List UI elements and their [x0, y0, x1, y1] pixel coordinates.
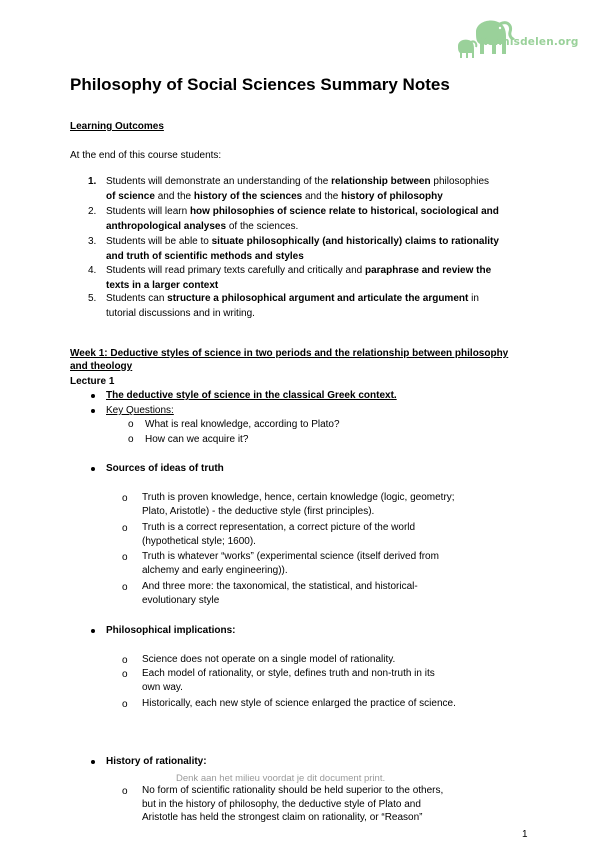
implication-item-line: Each model of rationality, or style, defines truth and non-truth in its: [142, 668, 435, 679]
learning-outcomes-intro: At the end of this course students:: [70, 150, 222, 161]
bullet-key-questions: Key Questions:: [106, 405, 174, 416]
outcome-number: 2.: [88, 206, 97, 217]
outcome-text-line: [106, 205, 499, 218]
outcome-text-segment: and the: [154, 190, 194, 202]
outcome-number: 3.: [88, 236, 97, 247]
outcome-text-segment: tutorial discussions and in writing.: [106, 307, 255, 319]
outcome-text-segment: and the: [302, 190, 342, 202]
learning-outcomes-heading: Learning Outcomes: [70, 121, 164, 132]
source-item-line: Plato, Aristotle) - the deductive style (first principles).: [142, 505, 375, 517]
bullet-dot: [91, 629, 95, 633]
outcome-text-segment: situate philosophically (and historically) claims to rationality: [211, 236, 499, 247]
question-item: What is real knowledge, according to Plato?: [145, 419, 340, 430]
outcome-text-segment: and truth of scientific methods and styles: [106, 250, 304, 262]
implication-item-line: Science does not operate on a single model of rationality.: [142, 654, 396, 665]
bullet-deductive-style: The deductive style of science in the classical Greek context.: [106, 390, 397, 401]
week1-heading-line1: Week 1: Deductive styles of science in two periods and the relationship between philosophy: [70, 348, 509, 359]
circle-bullet-icon: o: [122, 552, 128, 563]
question-item: How can we acquire it?: [145, 434, 249, 445]
outcome-text-segment: history of the sciences: [193, 190, 303, 202]
implications-heading: Philosophical implications:: [106, 625, 236, 636]
circle-bullet-icon: o: [122, 655, 128, 666]
source-item-line: evolutionary style: [142, 594, 220, 606]
bullet-dot: [91, 760, 95, 764]
logo: [456, 14, 579, 60]
circle-bullet-icon: o: [122, 786, 128, 797]
page-number: 1: [522, 829, 528, 840]
bullet-dot: [91, 467, 95, 471]
outcome-text-segment: structure a philosophical argument and articulate the argument: [167, 293, 469, 304]
implication-item-line: Historically, each new style of science enlarged the practice of science.: [142, 698, 456, 709]
outcome-number: 5.: [88, 293, 97, 304]
outcome-text-segment: paraphrase and review the: [365, 265, 492, 276]
circle-bullet-icon: o: [128, 419, 134, 430]
outcome-text-segment: of science: [106, 190, 155, 202]
outcome-text-segment: philosophies: [430, 176, 489, 187]
lecture-label: Lecture 1: [70, 376, 115, 387]
page-title: Philosophy of Social Sciences Summary Notes: [70, 75, 450, 94]
outcome-text-line: [106, 190, 443, 203]
circle-bullet-icon: o: [122, 582, 128, 593]
bullet-dot: [91, 394, 95, 398]
history-heading: History of rationality:: [106, 756, 207, 767]
outcome-text-line: [106, 307, 255, 320]
circle-bullet-icon: o: [122, 669, 128, 680]
outcome-text-line: [106, 279, 218, 292]
sources-heading: Sources of ideas of truth: [106, 463, 224, 474]
source-item-line: Truth is whatever “works” (experimental science (itself derived from: [142, 551, 439, 562]
outcome-text-segment: texts in a larger context: [106, 279, 219, 291]
outcome-text-segment: in: [468, 293, 479, 304]
history-item-line: No form of scientific rationality should be held superior to the others,: [142, 785, 444, 796]
week1-heading-line2: and theology: [70, 361, 133, 372]
source-item-line: Truth is proven knowledge, hence, certain knowledge (logic, geometry;: [142, 492, 455, 503]
circle-bullet-icon: o: [122, 699, 128, 710]
outcome-text-segment: how philosophies of science relate to historical, sociological and: [189, 206, 499, 217]
outcome-number: 4.: [88, 265, 97, 276]
source-item-line: Truth is a correct representation, a correct picture of the world: [142, 522, 416, 533]
outcome-text-segment: Students will demonstrate an understanding of the: [106, 176, 332, 187]
outcome-text-segment: Students can: [106, 293, 168, 304]
outcome-text-segment: relationship between: [331, 176, 431, 187]
outcome-text-line: [106, 235, 499, 248]
bullet-dot: [91, 409, 95, 413]
implication-item-line: own way.: [142, 681, 183, 693]
outcome-text-segment: Students will be able to: [106, 236, 212, 247]
outcome-text-segment: anthropological analyses: [106, 220, 227, 232]
circle-bullet-icon: o: [128, 434, 134, 445]
circle-bullet-icon: o: [122, 493, 128, 504]
history-item-line: Aristotle has held the strongest claim on rationality, or “Reason”: [142, 812, 423, 823]
outcome-text-segment: history of philosophy: [341, 190, 443, 202]
logo-text: Kennisdelen.org: [479, 36, 579, 48]
source-item-line: alchemy and early engineering)).: [142, 564, 288, 576]
circle-bullet-icon: o: [122, 523, 128, 534]
source-item-line: (hypothetical style; 1600).: [142, 535, 256, 547]
outcome-text-line: [106, 175, 489, 188]
outcome-text-line: [106, 250, 304, 263]
outcome-text-line: [106, 292, 479, 305]
outcome-number: 1.: [88, 176, 97, 187]
outcome-text-line: [106, 220, 298, 233]
history-item-line: but in the history of philosophy, the deductive style of Plato and: [142, 798, 421, 810]
outcome-text-segment: of the sciences.: [226, 220, 299, 232]
outcome-text-line: [106, 264, 491, 277]
outcome-text-segment: Students will read primary texts carefully and critically and: [106, 265, 365, 276]
outcome-text-segment: Students will learn: [106, 206, 190, 217]
footer-note: Denk aan het milieu voordat je dit document print.: [176, 773, 386, 784]
source-item-line: And three more: the taxonomical, the statistical, and historical-: [142, 581, 418, 592]
